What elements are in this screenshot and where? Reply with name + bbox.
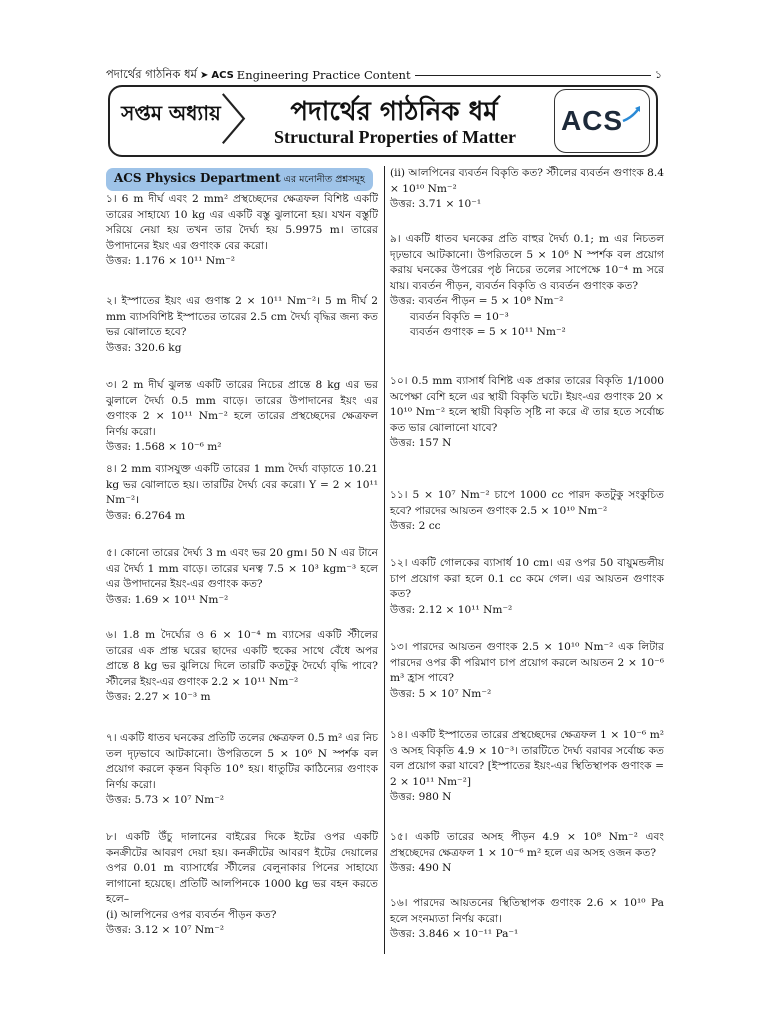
question-text: ১১। 5 × 10⁷ Nm⁻² চাপে 1000 cc পারদ কতটুকু সংকুচিত হবে? পারদের আয়তন গুণাংক 2.5 × 10¹⁰ Nm⁻² xyxy=(390,489,664,517)
question-16 xyxy=(390,896,664,943)
arrow-icon: ➤ xyxy=(199,69,209,81)
question-text: ১৫। একটি তারের অসহ পীড়ন 4.9 × 10⁸ Nm⁻² এবং প্রস্থচ্ছেদের ক্ষেত্রফল 1 × 10⁻⁶ m² হলে এর অসহ ওজন কত? xyxy=(390,831,664,859)
answer-text: উত্তর: 980 N xyxy=(390,791,452,803)
department-banner xyxy=(106,168,373,191)
question-8 xyxy=(106,830,378,939)
content-label: Engineering Practice Content xyxy=(236,68,411,82)
answer-text: উত্তর: 5.73 × 10⁷ Nm⁻² xyxy=(106,794,225,806)
question-14 xyxy=(390,728,664,806)
question-4 xyxy=(106,462,378,524)
question-5 xyxy=(106,546,378,608)
acs-logo-text: ACS xyxy=(560,105,624,136)
question-9 xyxy=(390,232,664,341)
question-15 xyxy=(390,830,664,877)
header-rule xyxy=(415,75,651,76)
question-8-ii xyxy=(390,166,664,213)
question-text: ২। ইস্পাতের ইয়ং এর গুণাঙ্ক 2 × 10¹¹ Nm⁻²। 5 m দীর্ঘ 2 mm ব্যাসবিশিষ্ট ইস্পাতের তারের 2.5 cm দৈর্ঘ্য বৃদ্ধির জন্য কত ভর ঝোলাতে হবে? xyxy=(106,295,378,338)
page-header xyxy=(106,66,662,84)
question-1 xyxy=(106,192,378,270)
question-text: ৮। একটি উঁচু দালানের বাইরের দিকে ইটের ওপর একটি কনক্রীটের আবরণ দেয়া হয়। কনক্রীটের আবরণ ইটের দেয়ালের ওপর 0.01 m ব্যাসার্ধের স্টীলের বেলুনাকার পিনের সাহায্যে লাগানো হয়েছে। প্রতিটি আলপিনকে 1000 kg ভর বহন করতে হলে– xyxy=(106,831,378,905)
answer-text: উত্তর: 2 cc xyxy=(390,520,441,532)
answer-text: উত্তর: 3.846 × 10⁻¹¹ Pa⁻¹ xyxy=(390,928,519,940)
question-6 xyxy=(106,628,378,706)
answer-text-2: ব্যবর্তন বিকৃতি = 10⁻³ xyxy=(410,310,509,323)
question-text: ১০। 0.5 mm ব্যাসার্ধ বিশিষ্ট এক প্রকার তারের বিকৃতি 1/1000 অপেক্ষা বেশি হলে এর স্থায়ী বিকৃতি ঘটে। ইয়ং-এর গুণাংক 20 × 10¹⁰ Nm⁻² হলে স্থায়ী বিকৃতি সৃষ্টি না করে ঐ তার হতে সর্বোচ্চ কত ভার ঝোলানো যাবে? xyxy=(390,375,664,434)
question-text: ১৬। পারদের আয়তনের স্থিতিস্থাপক গুণাংক 2.6 × 10¹⁰ Pa হলে সংনম্যতা নির্ণয় করো। xyxy=(390,897,664,925)
question-12 xyxy=(390,556,664,618)
chapter-label: সপ্তম অধ্যায় xyxy=(121,101,221,125)
acs-logo xyxy=(554,89,650,153)
department-name: ACS Physics Department xyxy=(114,171,281,185)
answer-text: উত্তর: 320.6 kg xyxy=(106,341,182,354)
question-text: ৫। কোনো তারের দৈর্ঘ্য 3 m এবং ভর 20 gm। 50 N এর টানে এর দৈর্ঘ্য 1 mm বাড়ে। তারের ঘনত্ব 7.5 × 10³ kgm⁻³ হলে এর উপাদানের ইয়ং-এর গুণাংক কত? xyxy=(106,547,378,590)
answer-text: উত্তর: 157 N xyxy=(390,437,452,449)
question-text: (ii) আলপিনের ব্যবর্তন বিকৃতি কত? স্টীলের ব্যবর্তন গুণাংক 8.4 × 10¹⁰ Nm⁻² xyxy=(390,167,664,195)
question-text: ৬। 1.8 m দৈর্ঘ্যের ও 6 × 10⁻⁴ m ব্যাসের একটি স্টীলের তারের এক প্রান্ত ঘরের ছাদের একটি হুকের সাথে বেঁধে অপর প্রান্তে 8 kg ভর ঝুলিয়ে দিলে তারটি কতটুকু দৈর্ঘ্যে বৃদ্ধি পাবে? স্টীলের ইয়ং-এর গুণাংক 2.2 × 10¹¹ Nm⁻² xyxy=(106,629,378,688)
answer-text: উত্তর: 3.12 × 10⁷ Nm⁻² xyxy=(106,924,225,936)
answer-text: উত্তর: 5 × 10⁷ Nm⁻² xyxy=(390,687,492,700)
question-text: ১৩। পারদের আয়তন গুণাংক 2.5 × 10¹⁰ Nm⁻² এক লিটার পারদের ওপর কী পরিমাণ চাপ প্রয়োগ করলে আয়তন 2 × 10⁻⁶ m³ হ্রাস পাবে? xyxy=(390,641,664,684)
chapter-title-bangla: পদার্থের গাঠনিক ধর্ম xyxy=(290,97,498,127)
answer-text: উত্তর: 1.176 × 10¹¹ Nm⁻² xyxy=(106,255,236,267)
answer-text: উত্তর: 490 N xyxy=(390,862,452,874)
chevron-right-icon: 〉 xyxy=(220,89,274,152)
sub-question: (i) আলপিনের ওপর ব্যবর্তন পীড়ন কত? xyxy=(106,908,277,921)
answer-text: উত্তর: 3.71 × 10⁻¹ xyxy=(390,198,482,210)
logo-arrow-icon xyxy=(621,105,643,123)
question-text: ৯। একটি ধাতব ঘনকের প্রতি বাহুর দৈর্ঘ্য 0.1; m এর নিচতল দৃঢ়ভাবে আটকানো। উপরিতলে 5 × 10⁶ N স্পর্শক বল প্রয়োগ করায় ঘনকের উপরের পৃষ্ঠ নিচের তলের সাপেক্ষে 10⁻⁴ m সরে যায়। ব্যবর্তন পীড়ন, ব্যবর্তন বিকৃতি ও ব্যবর্তন গুণাংক কত? xyxy=(390,233,664,292)
question-7 xyxy=(106,731,378,809)
question-11 xyxy=(390,488,664,535)
question-text: ৩। 2 m দীর্ঘ ঝুলন্ত একটি তারের নিচের প্রান্তে 8 kg এর ভর ঝুলালে দৈর্ঘ্য 0.5 mm বাড়ে। তারের উপাদানের ইয়ং এর গুণাংক 2 × 10¹¹ Nm⁻² হলে তারের প্রস্থচ্ছেদের ক্ষেত্রফল নির্ণয় করো। xyxy=(106,379,378,438)
question-text: ৭। একটি ধাতব ঘনকের প্রতিটি তলের ক্ষেত্রফল 0.5 m² এর নিচ তল দৃঢ়ভাবে আটকানো। উপরিতলে 5 × 10⁶ N স্পর্শক বল প্রয়োগ করলে কৃন্তন বিকৃতি 10° হয়। ধাতুটির কাঠিন্যের গুণাংক নির্ণয় করো। xyxy=(106,732,378,791)
answer-text-3: ব্যবর্তন গুণাংক = 5 × 10¹¹ Nm⁻² xyxy=(410,326,566,338)
chapter-title-box xyxy=(108,85,658,157)
answer-text: উত্তর: ব্যবর্তন পীড়ন = 5 × 10⁸ Nm⁻² xyxy=(390,295,564,307)
answer-text: উত্তর: 2.12 × 10¹¹ Nm⁻² xyxy=(390,603,513,616)
question-2 xyxy=(106,294,378,356)
question-text: ১২। একটি গোলকের ব্যাসার্ধ 10 cm। এর ওপর 50 বায়ুমন্ডলীয় চাপ প্রয়োগ করা হলে 0.1 cc কমে গেল। এর আয়তন গুণাংক কত? xyxy=(390,557,664,600)
question-text: ১৪। একটি ইস্পাতের তারের প্রস্থচ্ছেদের ক্ষেত্রফল 1 × 10⁻⁶ m² ও অসহ বিকৃতি 4.9 × 10⁻³। তারটিতে দৈর্ঘ্য বরাবর সর্বোচ্চ কত বল প্রয়োগ করা যাবে? [ইস্পাতের ইয়ং-এর স্থিতিস্থাপক গুণাংক = 2 × 10¹¹ Nm⁻²] xyxy=(390,729,664,788)
question-3 xyxy=(106,378,378,456)
page-number: ১ xyxy=(654,67,662,81)
acs-small-logo: ACS xyxy=(211,69,234,81)
question-13 xyxy=(390,640,664,702)
answer-text: উত্তর: 6.2764 m xyxy=(106,509,186,522)
answer-text: উত্তর: 1.69 × 10¹¹ Nm⁻² xyxy=(106,593,229,606)
column-divider xyxy=(384,166,385,954)
question-text: ১। 6 m দীর্ঘ এবং 2 mm² প্রস্থচ্ছেদের ক্ষেত্রফল বিশিষ্ট একটি তারের সাহায্যে 10 kg এর একটি বস্তু ঝুলানো হয়। যখন বস্তুটি সরিয়ে নেয়া হয় তখন তার দৈর্ঘ্য হয় 5.9975 m। তারের উপাদানের ইয়ং এর গুণাংক বের করো। xyxy=(106,193,378,252)
answer-text: উত্তর: 1.568 × 10⁻⁶ m² xyxy=(106,441,222,453)
question-10 xyxy=(390,374,664,452)
answer-text: উত্তর: 2.27 × 10⁻³ m xyxy=(106,691,211,703)
left-column xyxy=(106,166,378,936)
department-suffix: এর মনোনীত প্রশ্নসমূহ xyxy=(280,174,365,185)
chapter-title-english: Structural Properties of Matter xyxy=(273,127,517,147)
breadcrumb: পদার্থের গাঠনিক ধর্ম xyxy=(106,66,197,81)
question-text: ৪। 2 mm ব্যাসযুক্ত একটি তারের 1 mm দৈর্ঘ্য বাড়াতে 10.21 kg ভর ঝোলাতে হয়। তারটির দৈর্ঘ্য বের করো। Y = 2 × 10¹¹ Nm⁻²। xyxy=(106,463,378,506)
